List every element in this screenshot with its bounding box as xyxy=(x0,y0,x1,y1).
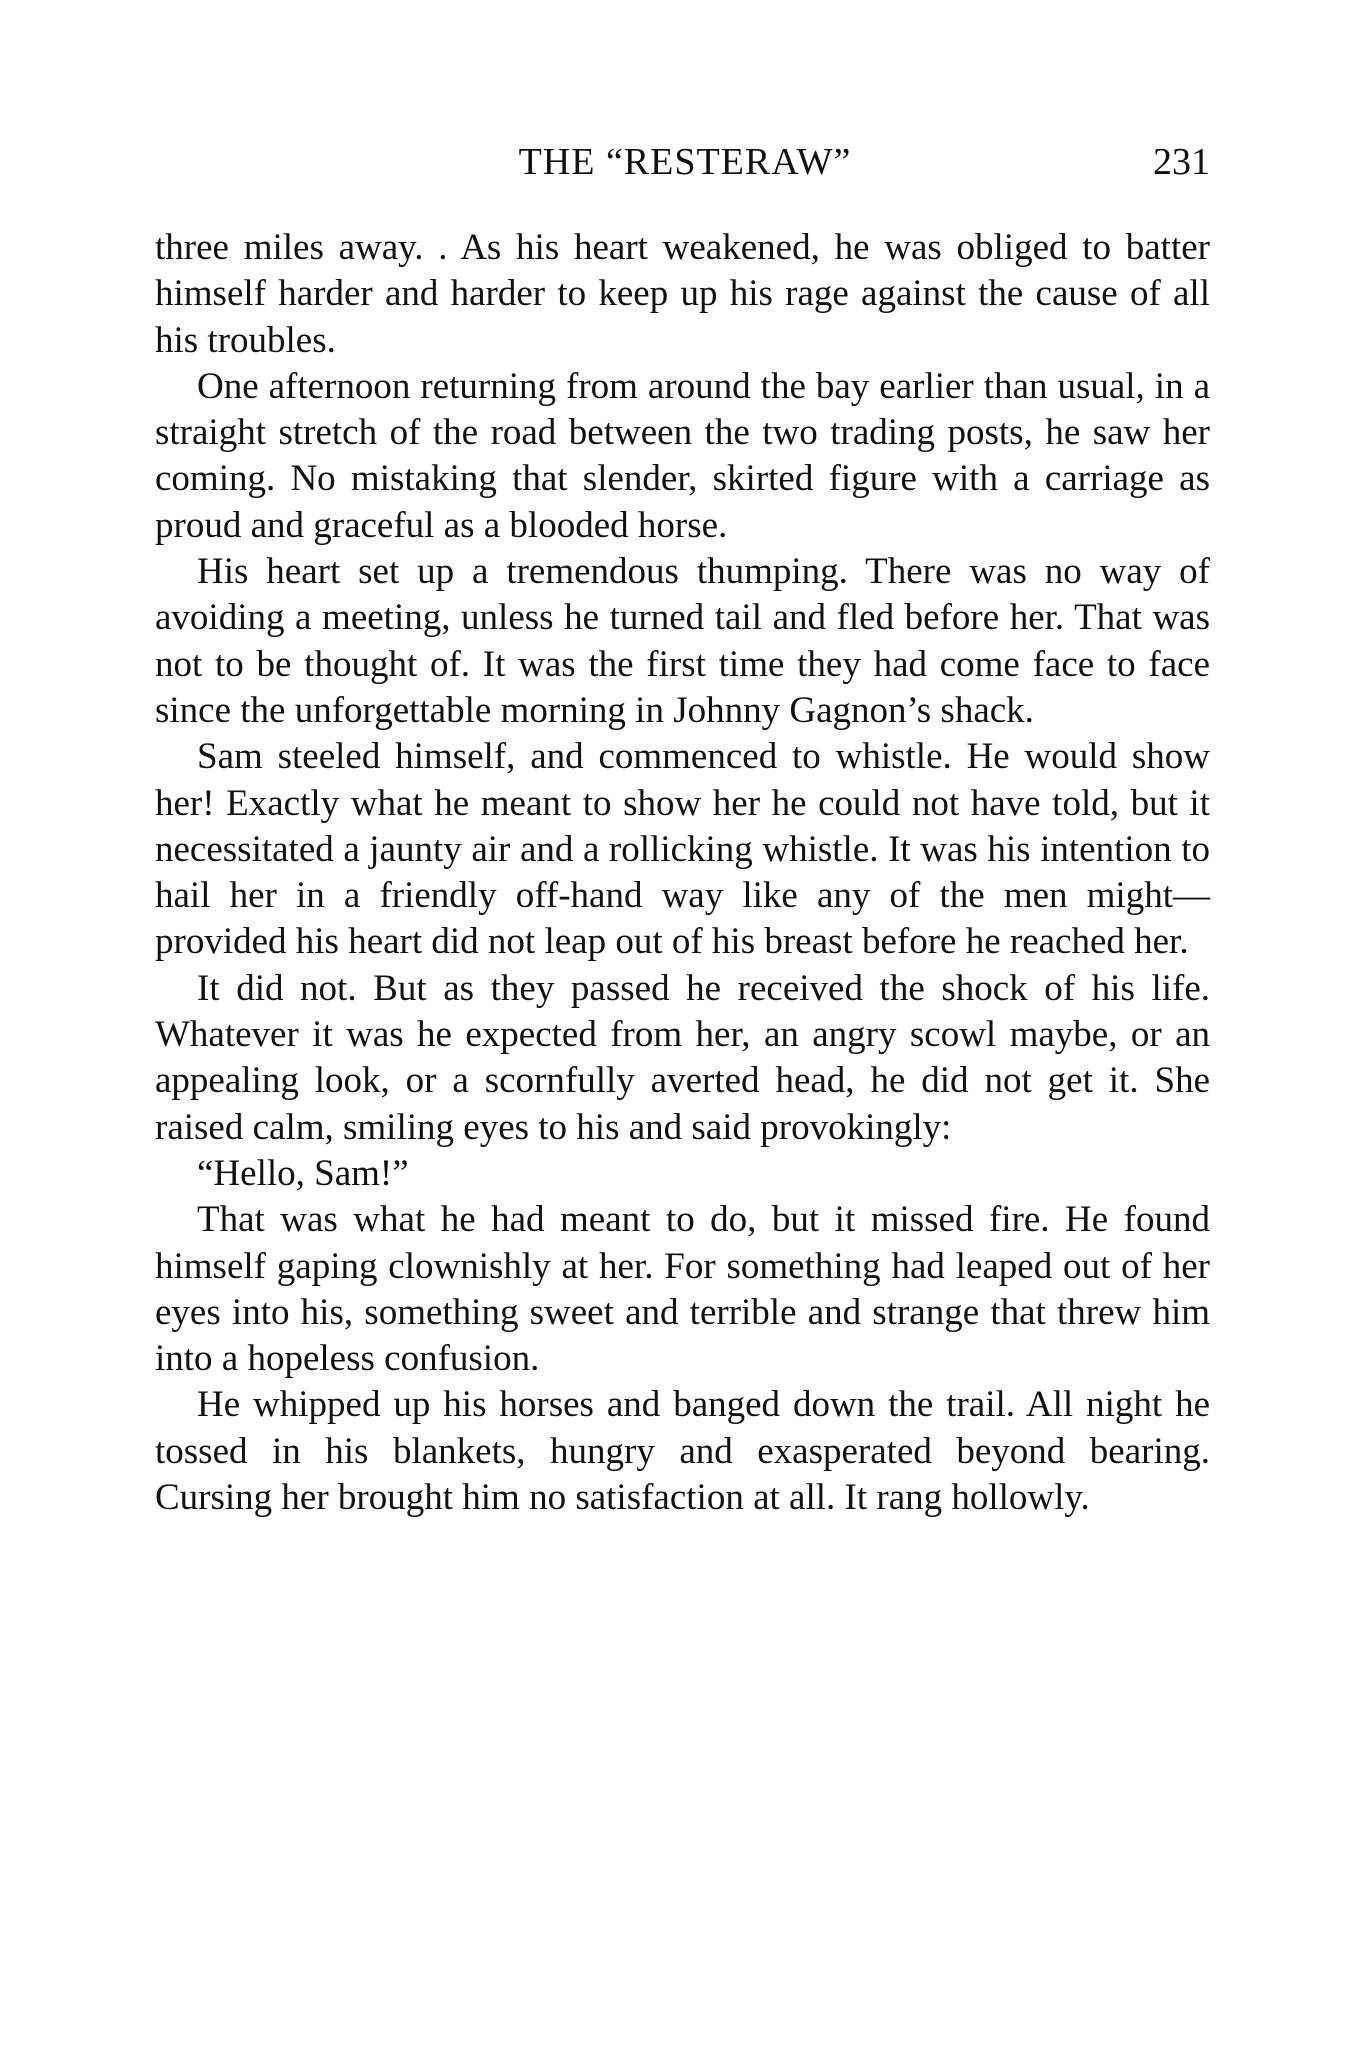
page-number: 231 xyxy=(1153,141,1210,183)
running-title: THE “RESTERAW” xyxy=(518,141,852,183)
page-header xyxy=(160,140,1210,190)
paragraph-4: Sam steeled himself, and commenced to whistle. He would show her! Exactly what he meant to show her he could not have told, but it necessitated a jaunty air and a rollicking whistle. It was his intention to hail her in a friendly off-hand way like any of the men might—provided his heart did not leap out of his breast before he reached her. xyxy=(155,736,1210,963)
paragraph-5: It did not. But as they passed he received the shock of his life. Whatever it was he expected from her, an angry scowl maybe, or an appealing look, or a scornfully averted head, he did not get it. She raised calm, smiling eyes to his and said provokingly: xyxy=(155,967,1210,1148)
paragraph-7: That was what he had meant to do, but it missed fire. He found himself gaping clownishly at her. For something had leaped out of her eyes into his, something sweet and terrible and strange that threw him into a hopeless confusion. xyxy=(155,1199,1210,1380)
paragraph-6-dialogue: “Hello, Sam!” xyxy=(197,1152,409,1194)
paragraph-3: His heart set up a tremendous thumping. There was no way of avoiding a meeting, unless he turned tail and fled before her. That was not to be thought of. It was the first time they had come face to face since the unforgettable morning in Johnny Gagnon’s shack. xyxy=(155,551,1210,731)
paragraph-8: He whipped up his horses and banged down the trail. All night he tossed in his blankets, hungry and exasperated beyond bearing. Cursing her brought him no satisfaction at all. It rang hollowly. xyxy=(155,1384,1210,1519)
paragraph-2: One afternoon returning from around the bay earlier than usual, in a straight stretch of the road between the two trading posts, he saw her coming. No mistaking that slender, skirted figure with a carriage as proud and graceful as a blooded horse. xyxy=(155,365,1210,546)
paragraph-1: three miles away. . As his heart weakened, he was obliged to batter himself harder and harder to keep up his rage against the cause of all his troubles. xyxy=(155,227,1210,361)
body-text xyxy=(155,225,1210,1521)
